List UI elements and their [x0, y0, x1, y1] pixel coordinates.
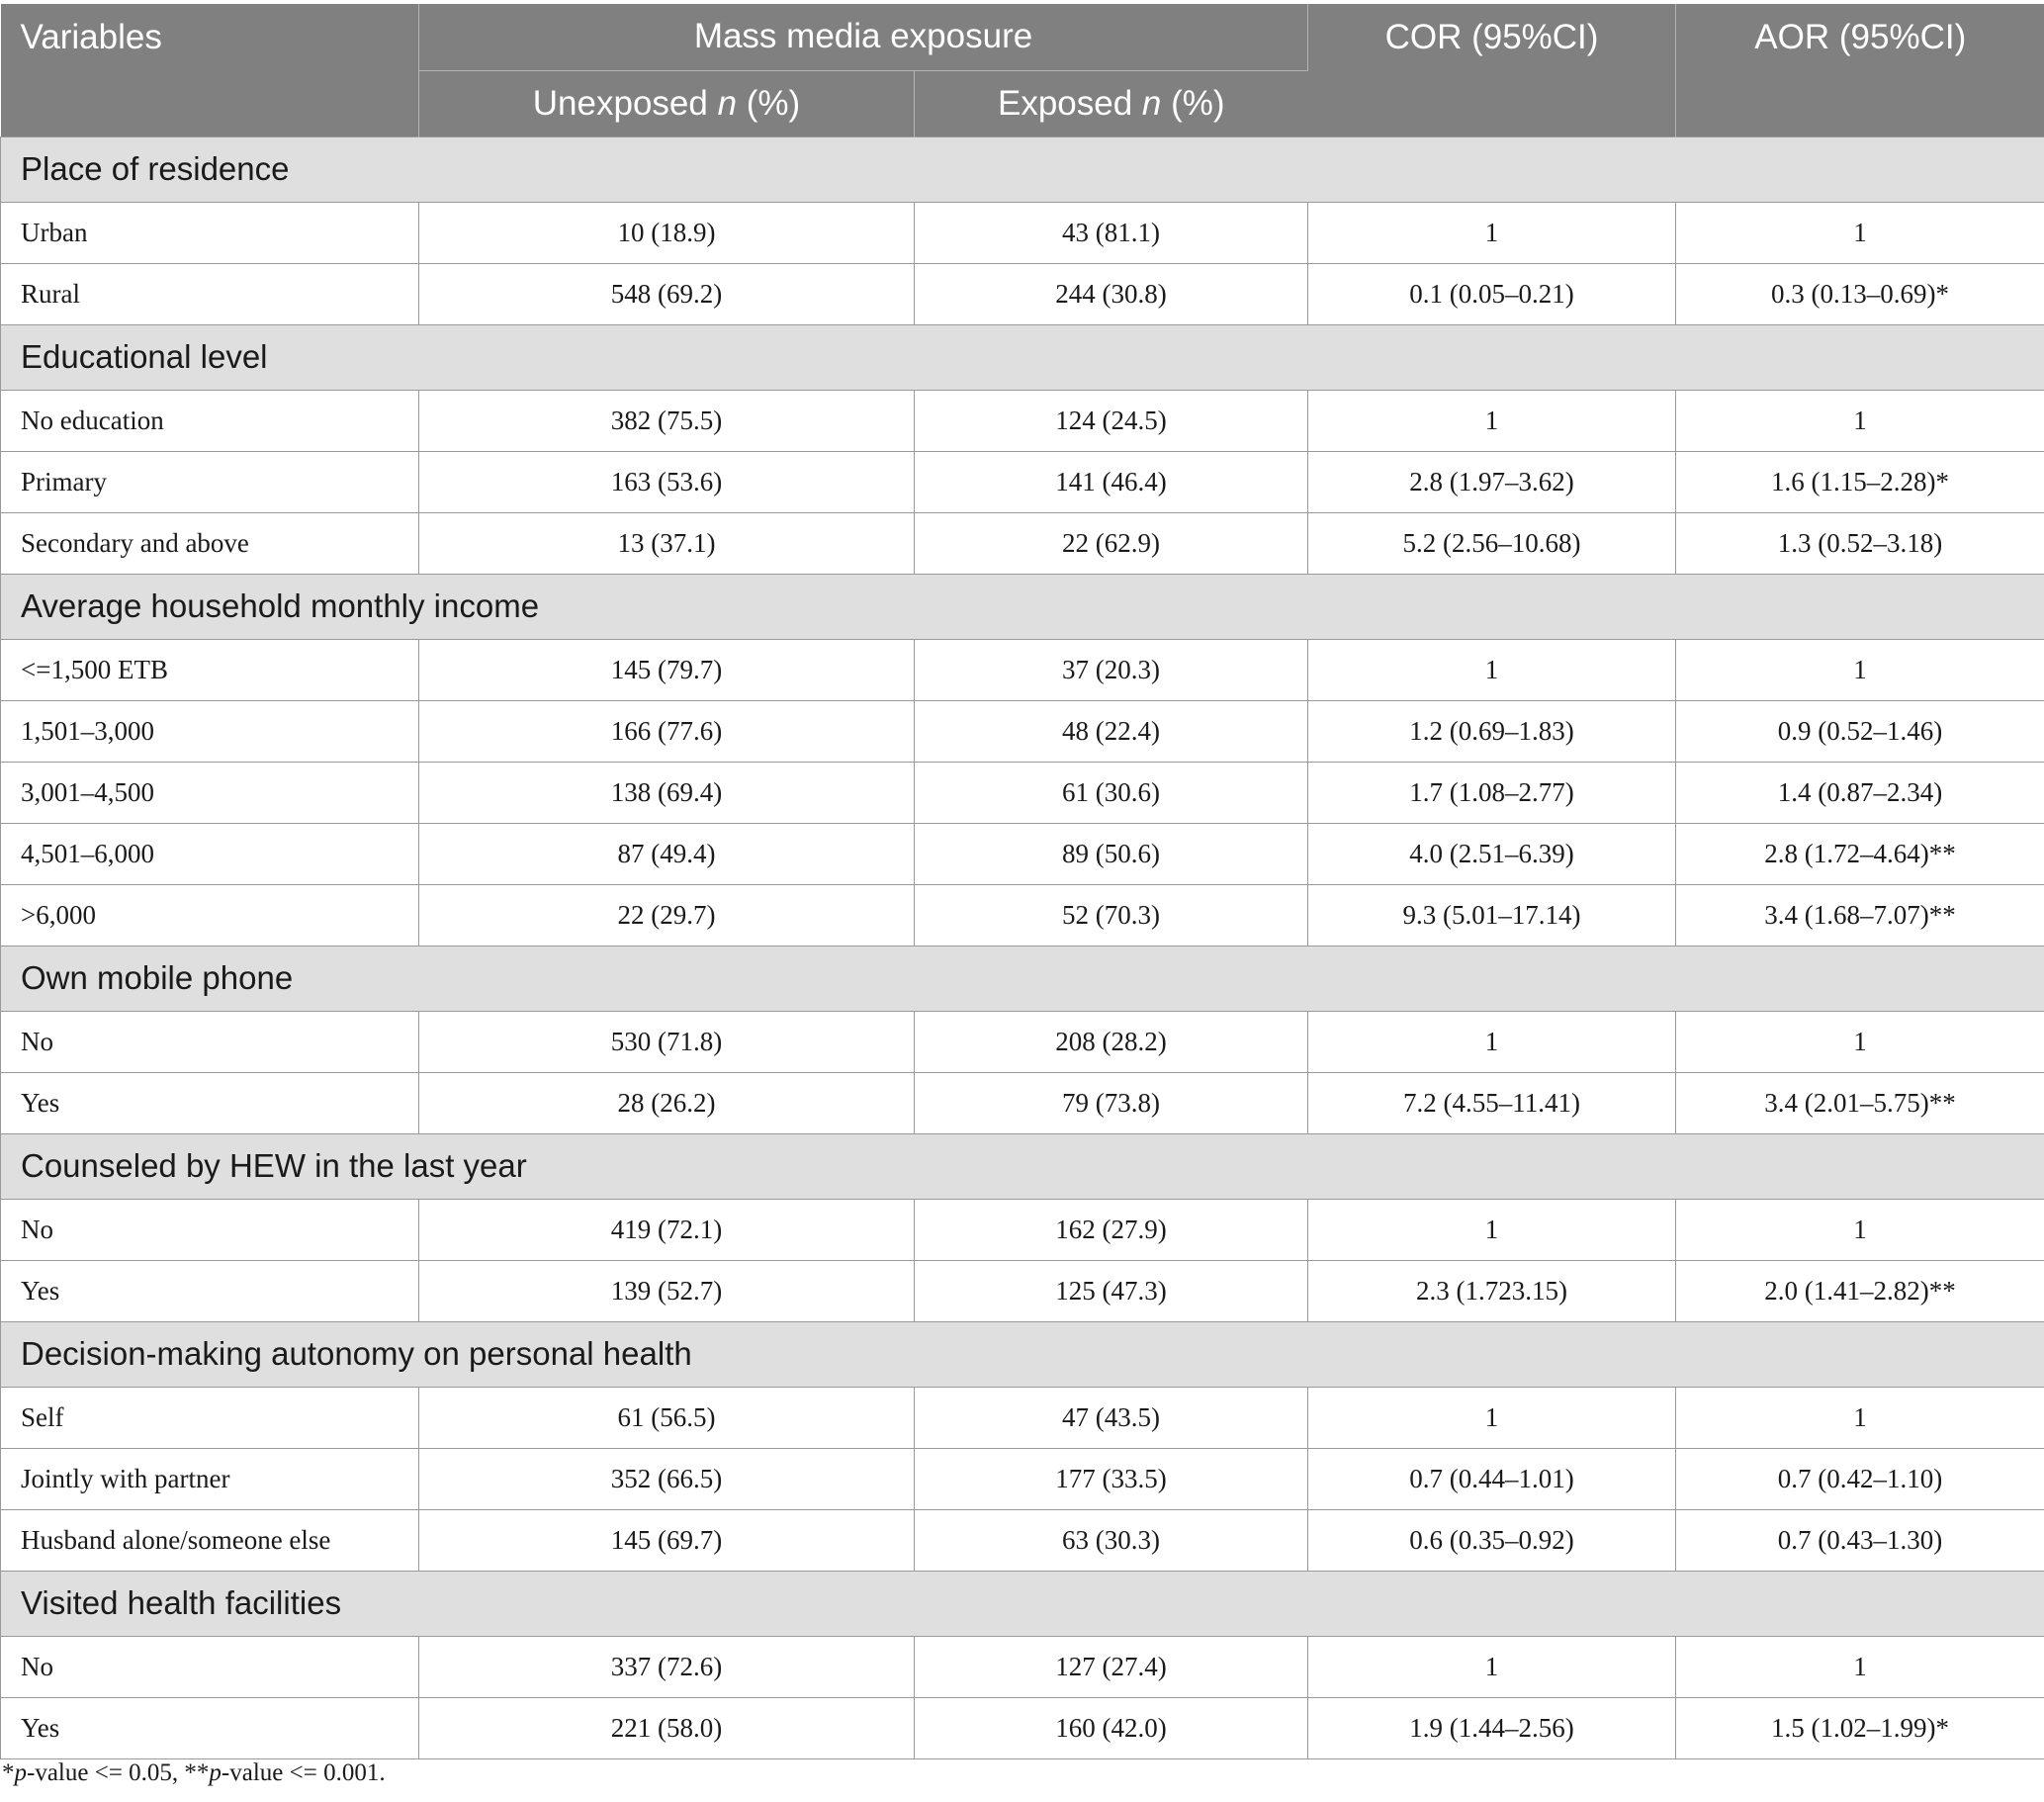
- row-unexposed-value: 419 (72.1): [419, 1199, 915, 1260]
- row-unexposed-value: 530 (71.8): [419, 1011, 915, 1072]
- row-cor-value: 1.9 (1.44–2.56): [1308, 1697, 1676, 1758]
- row-unexposed-value: 10 (18.9): [419, 202, 915, 263]
- header-unexposed-n: n: [717, 83, 738, 123]
- row-aor-value: 1.3 (0.52–3.18): [1676, 512, 2044, 574]
- table-row: [1, 639, 2044, 700]
- section-row: [1, 136, 2044, 202]
- row-variable-label: 4,501–6,000: [1, 823, 419, 884]
- row-variable-label: Self: [1, 1387, 419, 1448]
- row-variable-label: No education: [1, 390, 419, 451]
- row-exposed-value: 63 (30.3): [915, 1509, 1308, 1571]
- table-row: [1, 451, 2044, 512]
- row-variable-label: No: [1, 1636, 419, 1697]
- table-container: [0, 4, 2044, 1759]
- table-row: [1, 700, 2044, 762]
- row-unexposed-value: 166 (77.6): [419, 700, 915, 762]
- table-row: [1, 390, 2044, 451]
- row-unexposed-value: 548 (69.2): [419, 263, 915, 324]
- section-row: [1, 1133, 2044, 1199]
- table-row: [1, 884, 2044, 946]
- row-cor-value: 2.8 (1.97–3.62): [1308, 451, 1676, 512]
- row-aor-value: 1: [1676, 639, 2044, 700]
- row-unexposed-value: 13 (37.1): [419, 512, 915, 574]
- row-exposed-value: 43 (81.1): [915, 202, 1308, 263]
- header-exposed-pct: (%): [1161, 83, 1225, 123]
- header-unexposed-pct: (%): [737, 83, 801, 123]
- row-aor-value: 1: [1676, 202, 2044, 263]
- row-cor-value: 0.6 (0.35–0.92): [1308, 1509, 1676, 1571]
- section-title: Own mobile phone: [1, 946, 2044, 1011]
- row-unexposed-value: 221 (58.0): [419, 1697, 915, 1758]
- header-cor: COR (95%CI): [1308, 4, 1676, 136]
- row-variable-label: Husband alone/someone else: [1, 1509, 419, 1571]
- row-exposed-value: 61 (30.6): [915, 762, 1308, 823]
- row-cor-value: 1.2 (0.69–1.83): [1308, 700, 1676, 762]
- row-unexposed-value: 337 (72.6): [419, 1636, 915, 1697]
- row-exposed-value: 141 (46.4): [915, 451, 1308, 512]
- header-unexposed: [419, 70, 915, 136]
- header-unexposed-label: Unexposed: [532, 83, 718, 123]
- row-aor-value: 1: [1676, 1387, 2044, 1448]
- row-exposed-value: 162 (27.9): [915, 1199, 1308, 1260]
- row-aor-value: 0.7 (0.42–1.10): [1676, 1448, 2044, 1509]
- row-exposed-value: 208 (28.2): [915, 1011, 1308, 1072]
- row-cor-value: 0.7 (0.44–1.01): [1308, 1448, 1676, 1509]
- row-aor-value: 1.4 (0.87–2.34): [1676, 762, 2044, 823]
- row-exposed-value: 52 (70.3): [915, 884, 1308, 946]
- row-variable-label: Yes: [1, 1072, 419, 1133]
- row-variable-label: 1,501–3,000: [1, 700, 419, 762]
- row-variable-label: Urban: [1, 202, 419, 263]
- table-row: [1, 1448, 2044, 1509]
- row-unexposed-value: 87 (49.4): [419, 823, 915, 884]
- footnote-text-1: -value <= 0.05, **: [27, 1759, 210, 1786]
- footnote: [2, 1759, 386, 1787]
- row-exposed-value: 47 (43.5): [915, 1387, 1308, 1448]
- row-exposed-value: 125 (47.3): [915, 1260, 1308, 1321]
- row-aor-value: 2.8 (1.72–4.64)**: [1676, 823, 2044, 884]
- row-variable-label: No: [1, 1199, 419, 1260]
- row-exposed-value: 37 (20.3): [915, 639, 1308, 700]
- table-row: [1, 823, 2044, 884]
- table-row: [1, 1509, 2044, 1571]
- row-exposed-value: 177 (33.5): [915, 1448, 1308, 1509]
- section-row: [1, 1571, 2044, 1636]
- row-exposed-value: 127 (27.4): [915, 1636, 1308, 1697]
- row-cor-value: 5.2 (2.56–10.68): [1308, 512, 1676, 574]
- header-exposed-n: n: [1141, 83, 1162, 123]
- row-exposed-value: 160 (42.0): [915, 1697, 1308, 1758]
- table-row: [1, 263, 2044, 324]
- row-variable-label: Rural: [1, 263, 419, 324]
- table-row: [1, 1199, 2044, 1260]
- row-exposed-value: 244 (30.8): [915, 263, 1308, 324]
- table-row: [1, 762, 2044, 823]
- header-row-1: [1, 4, 2044, 70]
- row-cor-value: 1: [1308, 390, 1676, 451]
- row-unexposed-value: 145 (79.7): [419, 639, 915, 700]
- table-row: [1, 1260, 2044, 1321]
- table-row: [1, 1011, 2044, 1072]
- section-row: [1, 574, 2044, 639]
- row-unexposed-value: 382 (75.5): [419, 390, 915, 451]
- row-unexposed-value: 61 (56.5): [419, 1387, 915, 1448]
- section-row: [1, 1321, 2044, 1387]
- table-row: [1, 512, 2044, 574]
- row-aor-value: 1: [1676, 1199, 2044, 1260]
- row-aor-value: 0.9 (0.52–1.46): [1676, 700, 2044, 762]
- row-cor-value: 2.3 (1.723.15): [1308, 1260, 1676, 1321]
- row-unexposed-value: 352 (66.5): [419, 1448, 915, 1509]
- section-title: Counseled by HEW in the last year: [1, 1133, 2044, 1199]
- row-cor-value: 1: [1308, 1387, 1676, 1448]
- row-variable-label: Primary: [1, 451, 419, 512]
- row-cor-value: 1: [1308, 202, 1676, 263]
- row-cor-value: 0.1 (0.05–0.21): [1308, 263, 1676, 324]
- row-unexposed-value: 28 (26.2): [419, 1072, 915, 1133]
- row-cor-value: 1: [1308, 1011, 1676, 1072]
- row-cor-value: 4.0 (2.51–6.39): [1308, 823, 1676, 884]
- footnote-text-2: -value <= 0.001.: [221, 1759, 386, 1786]
- section-title: Educational level: [1, 324, 2044, 390]
- table-row: [1, 1636, 2044, 1697]
- table-body: [1, 136, 2044, 1758]
- row-unexposed-value: 22 (29.7): [419, 884, 915, 946]
- footnote-p-1: p: [14, 1759, 27, 1786]
- header-variables: Variables: [1, 4, 419, 136]
- section-title: Visited health facilities: [1, 1571, 2044, 1636]
- row-cor-value: 1: [1308, 1636, 1676, 1697]
- section-title: Decision-making autonomy on personal health: [1, 1321, 2044, 1387]
- row-cor-value: 1.7 (1.08–2.77): [1308, 762, 1676, 823]
- row-variable-label: Secondary and above: [1, 512, 419, 574]
- section-row: [1, 946, 2044, 1011]
- footnote-star: *: [2, 1759, 15, 1786]
- row-aor-value: 1: [1676, 1011, 2044, 1072]
- row-variable-label: 3,001–4,500: [1, 762, 419, 823]
- section-title: Average household monthly income: [1, 574, 2044, 639]
- table-row: [1, 1072, 2044, 1133]
- row-variable-label: No: [1, 1011, 419, 1072]
- row-aor-value: 0.3 (0.13–0.69)*: [1676, 263, 2044, 324]
- row-aor-value: 3.4 (1.68–7.07)**: [1676, 884, 2044, 946]
- row-aor-value: 0.7 (0.43–1.30): [1676, 1509, 2044, 1571]
- row-exposed-value: 79 (73.8): [915, 1072, 1308, 1133]
- table-row: [1, 202, 2044, 263]
- header-aor: AOR (95%CI): [1676, 4, 2044, 136]
- row-variable-label: Yes: [1, 1260, 419, 1321]
- row-cor-value: 7.2 (4.55–11.41): [1308, 1072, 1676, 1133]
- row-cor-value: 1: [1308, 639, 1676, 700]
- row-variable-label: Jointly with partner: [1, 1448, 419, 1509]
- section-title: Place of residence: [1, 136, 2044, 202]
- row-exposed-value: 124 (24.5): [915, 390, 1308, 451]
- table-row: [1, 1387, 2044, 1448]
- row-aor-value: 1.6 (1.15–2.28)*: [1676, 451, 2044, 512]
- row-variable-label: Yes: [1, 1697, 419, 1758]
- results-table: [0, 4, 2044, 1759]
- row-variable-label: <=1,500 ETB: [1, 639, 419, 700]
- row-exposed-value: 48 (22.4): [915, 700, 1308, 762]
- row-unexposed-value: 138 (69.4): [419, 762, 915, 823]
- row-exposed-value: 89 (50.6): [915, 823, 1308, 884]
- row-aor-value: 3.4 (2.01–5.75)**: [1676, 1072, 2044, 1133]
- row-variable-label: >6,000: [1, 884, 419, 946]
- row-cor-value: 1: [1308, 1199, 1676, 1260]
- row-unexposed-value: 145 (69.7): [419, 1509, 915, 1571]
- section-row: [1, 324, 2044, 390]
- row-unexposed-value: 139 (52.7): [419, 1260, 915, 1321]
- table-row: [1, 1697, 2044, 1758]
- header-mass-media-exposure: Mass media exposure: [419, 4, 1308, 70]
- footnote-p-2: p: [209, 1759, 222, 1786]
- row-aor-value: 1: [1676, 390, 2044, 451]
- row-cor-value: 9.3 (5.01–17.14): [1308, 884, 1676, 946]
- row-exposed-value: 22 (62.9): [915, 512, 1308, 574]
- header-exposed-label: Exposed: [997, 83, 1142, 123]
- row-aor-value: 1: [1676, 1636, 2044, 1697]
- row-aor-value: 2.0 (1.41–2.82)**: [1676, 1260, 2044, 1321]
- row-unexposed-value: 163 (53.6): [419, 451, 915, 512]
- row-aor-value: 1.5 (1.02–1.99)*: [1676, 1697, 2044, 1758]
- header-exposed: [915, 70, 1308, 136]
